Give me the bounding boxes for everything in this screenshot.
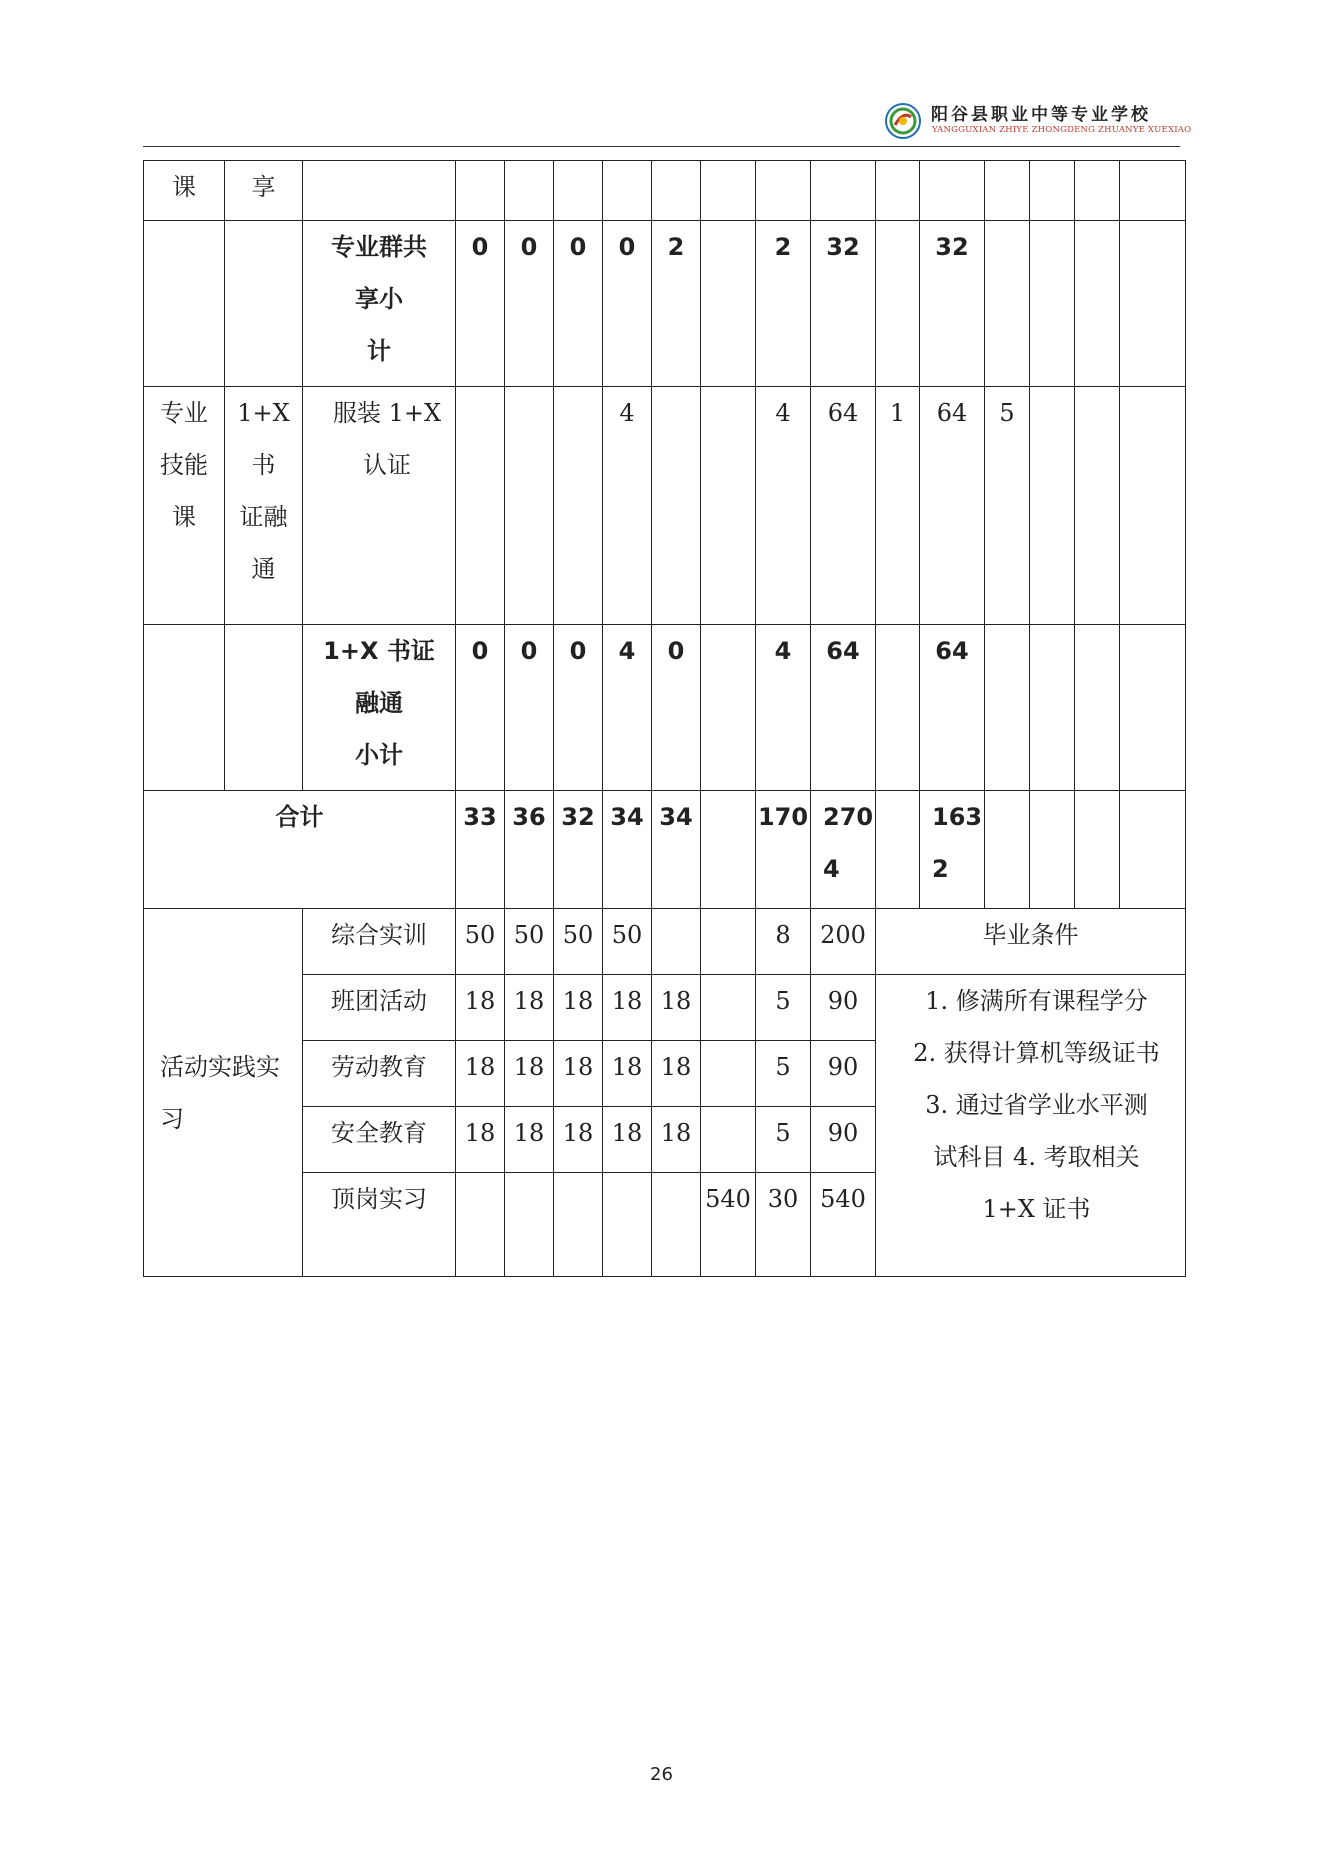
table-cell: 4 xyxy=(603,625,652,791)
table-cell: 540 xyxy=(811,1173,876,1277)
table-cell xyxy=(505,161,554,221)
school-name-en: YANGGUXIAN ZHIYE ZHONGDENG ZHUANYE XUEXIAO xyxy=(932,125,1192,135)
table-cell xyxy=(876,161,920,221)
table-cell xyxy=(701,387,756,625)
table-cell: 4 xyxy=(603,387,652,625)
curriculum-table xyxy=(143,160,1186,1277)
table-cell xyxy=(554,1173,603,1277)
table-cell xyxy=(144,221,225,387)
table-cell xyxy=(920,791,985,909)
table-cell xyxy=(1030,387,1075,625)
table-cell: 50 xyxy=(456,909,505,975)
table-cell xyxy=(756,161,811,221)
table-cell: 18 xyxy=(603,975,652,1041)
table-cell xyxy=(701,975,756,1041)
table-cell xyxy=(701,221,756,387)
label-line: 专业群共 xyxy=(331,233,427,261)
condition-line: 1+X 证书 xyxy=(982,1195,1091,1223)
label-line: 课 xyxy=(172,503,196,531)
table-cell: 4 xyxy=(756,625,811,791)
table-cell xyxy=(985,221,1030,387)
table-cell: 18 xyxy=(505,1041,554,1107)
label-line: 活动实践实 xyxy=(160,1052,280,1081)
table-cell: 18 xyxy=(603,1107,652,1173)
table-cell: 享 xyxy=(225,161,303,221)
table-cell: 90 xyxy=(811,1107,876,1173)
table-row xyxy=(144,221,1186,387)
table-cell: 18 xyxy=(603,1041,652,1107)
value-line: 163 xyxy=(932,803,983,831)
table-cell xyxy=(225,221,303,387)
label-line: 享小 xyxy=(355,285,403,313)
table-cell: 32 xyxy=(811,221,876,387)
table-cell: 4 xyxy=(756,387,811,625)
table-cell xyxy=(1075,161,1120,221)
table-cell xyxy=(1030,625,1075,791)
table-cell xyxy=(920,161,985,221)
table-cell xyxy=(1120,161,1186,221)
table-row xyxy=(144,161,1186,221)
label-line: 服装 1+X xyxy=(332,399,442,427)
table-cell: 90 xyxy=(811,1041,876,1107)
activity-group-label xyxy=(144,909,303,1277)
table-cell xyxy=(652,1173,701,1277)
table-cell xyxy=(456,1173,505,1277)
table-cell: 2 xyxy=(756,221,811,387)
table-cell: 18 xyxy=(554,975,603,1041)
graduation-title: 毕业条件 xyxy=(876,909,1186,975)
table-cell: 33 xyxy=(456,791,505,909)
table-cell xyxy=(1075,625,1120,791)
table-cell: 36 xyxy=(505,791,554,909)
label-line: 认证 xyxy=(363,451,411,479)
table-cell xyxy=(1120,625,1186,791)
label-line: 1+X xyxy=(237,399,290,427)
label-line: 融通 xyxy=(355,689,403,717)
condition-line: 1. 修满所有课程学分 xyxy=(925,987,1148,1015)
table-cell: 18 xyxy=(456,1041,505,1107)
table-cell xyxy=(876,221,920,387)
course-name xyxy=(303,387,456,625)
table-cell: 18 xyxy=(456,1107,505,1173)
table-cell: 0 xyxy=(554,625,603,791)
table-cell: 34 xyxy=(652,791,701,909)
table-cell: 5 xyxy=(756,975,811,1041)
table-cell: 64 xyxy=(920,625,985,791)
table-cell: 18 xyxy=(652,1041,701,1107)
table-cell xyxy=(652,387,701,625)
table-cell xyxy=(701,909,756,975)
table-cell: 18 xyxy=(652,1107,701,1173)
table-cell: 8 xyxy=(756,909,811,975)
table-cell xyxy=(985,625,1030,791)
table-cell xyxy=(303,161,456,221)
label-line: 小计 xyxy=(355,741,403,769)
label-line: 习 xyxy=(160,1104,184,1133)
table-cell: 0 xyxy=(505,221,554,387)
table-row xyxy=(144,625,1186,791)
condition-line: 3. 通过省学业水平测 xyxy=(925,1091,1148,1119)
subcategory-label xyxy=(225,387,303,625)
table-cell: 50 xyxy=(603,909,652,975)
table-cell: 64 xyxy=(811,387,876,625)
table-cell: 64 xyxy=(811,625,876,791)
category-label xyxy=(144,387,225,625)
table-cell xyxy=(1120,221,1186,387)
table-cell: 50 xyxy=(554,909,603,975)
label-line: 计 xyxy=(367,337,391,365)
table-cell xyxy=(505,387,554,625)
graduation-conditions xyxy=(876,975,1186,1277)
table-cell: 34 xyxy=(603,791,652,909)
condition-line: 2. 获得计算机等级证书 xyxy=(913,1039,1160,1067)
school-name: 阳谷县职业中等专业学校 xyxy=(931,105,1151,125)
table-cell: 18 xyxy=(554,1107,603,1173)
table-cell: 0 xyxy=(456,221,505,387)
label-line: 1+X 书证 xyxy=(323,637,435,665)
table-cell xyxy=(876,791,920,909)
page-number: 26 xyxy=(650,1764,673,1785)
table-cell xyxy=(701,1107,756,1173)
table-cell: 50 xyxy=(505,909,554,975)
table-row xyxy=(144,909,1186,975)
table-cell: 0 xyxy=(603,221,652,387)
activity-name: 综合实训 xyxy=(303,909,456,975)
label-line: 技能 xyxy=(160,451,208,479)
activity-name: 顶岗实习 xyxy=(303,1173,456,1277)
table-cell xyxy=(505,1173,554,1277)
header-divider xyxy=(143,146,1180,147)
table-cell xyxy=(1120,791,1186,909)
table-cell: 5 xyxy=(756,1041,811,1107)
table-cell xyxy=(701,1041,756,1107)
value-line: 4 xyxy=(823,855,840,883)
activity-name: 班团活动 xyxy=(303,975,456,1041)
table-cell xyxy=(701,791,756,909)
label-line: 专业 xyxy=(160,399,208,427)
label-line: 通 xyxy=(251,555,276,583)
subtotal-label xyxy=(303,625,456,791)
table-cell: 170 xyxy=(756,791,811,909)
table-cell: 18 xyxy=(456,975,505,1041)
table-cell: 18 xyxy=(505,1107,554,1173)
table-cell: 0 xyxy=(554,221,603,387)
table-cell xyxy=(144,625,225,791)
table-cell xyxy=(1030,161,1075,221)
table-cell: 0 xyxy=(652,625,701,791)
table-cell: 0 xyxy=(505,625,554,791)
table-cell xyxy=(876,625,920,791)
table-cell: 200 xyxy=(811,909,876,975)
table-row xyxy=(144,387,1186,625)
value-line: 270 xyxy=(823,803,874,831)
table-cell xyxy=(701,625,756,791)
table-cell xyxy=(701,161,756,221)
table-cell: 90 xyxy=(811,975,876,1041)
table-cell xyxy=(985,161,1030,221)
activity-name: 劳动教育 xyxy=(303,1041,456,1107)
table-cell xyxy=(1075,387,1120,625)
table-cell xyxy=(1075,221,1120,387)
table-cell xyxy=(554,161,603,221)
table-cell: 课 xyxy=(144,161,225,221)
total-label: 合计 xyxy=(144,791,456,909)
table-cell xyxy=(985,791,1030,909)
table-cell xyxy=(554,387,603,625)
table-row-total xyxy=(144,791,1186,909)
school-logo-icon xyxy=(885,103,921,139)
table-cell xyxy=(1030,791,1075,909)
subtotal-label xyxy=(303,221,456,387)
table-cell xyxy=(456,387,505,625)
page-header xyxy=(143,96,1192,146)
table-cell xyxy=(456,161,505,221)
table-cell: 64 xyxy=(920,387,985,625)
table-cell: 18 xyxy=(505,975,554,1041)
table-cell: 5 xyxy=(756,1107,811,1173)
condition-line: 试科目 4. 考取相关 xyxy=(933,1143,1140,1171)
table-cell xyxy=(652,161,701,221)
table-cell: 0 xyxy=(456,625,505,791)
table-cell: 18 xyxy=(554,1041,603,1107)
table-cell xyxy=(603,161,652,221)
table-cell xyxy=(1030,221,1075,387)
table-cell: 30 xyxy=(756,1173,811,1277)
label-line: 证融 xyxy=(239,503,288,531)
table-cell: 5 xyxy=(985,387,1030,625)
table-cell xyxy=(1075,791,1120,909)
label-line: 书 xyxy=(251,451,276,479)
value-line: 2 xyxy=(932,855,949,883)
table-cell: 32 xyxy=(920,221,985,387)
table-cell xyxy=(811,791,876,909)
table-cell: 18 xyxy=(652,975,701,1041)
table-cell xyxy=(652,909,701,975)
table-cell xyxy=(1120,387,1186,625)
table-cell: 540 xyxy=(701,1173,756,1277)
table-cell: 1 xyxy=(876,387,920,625)
table-cell: 32 xyxy=(554,791,603,909)
table-cell xyxy=(811,161,876,221)
table-cell xyxy=(225,625,303,791)
activity-name: 安全教育 xyxy=(303,1107,456,1173)
table-cell: 2 xyxy=(652,221,701,387)
table-cell xyxy=(603,1173,652,1277)
